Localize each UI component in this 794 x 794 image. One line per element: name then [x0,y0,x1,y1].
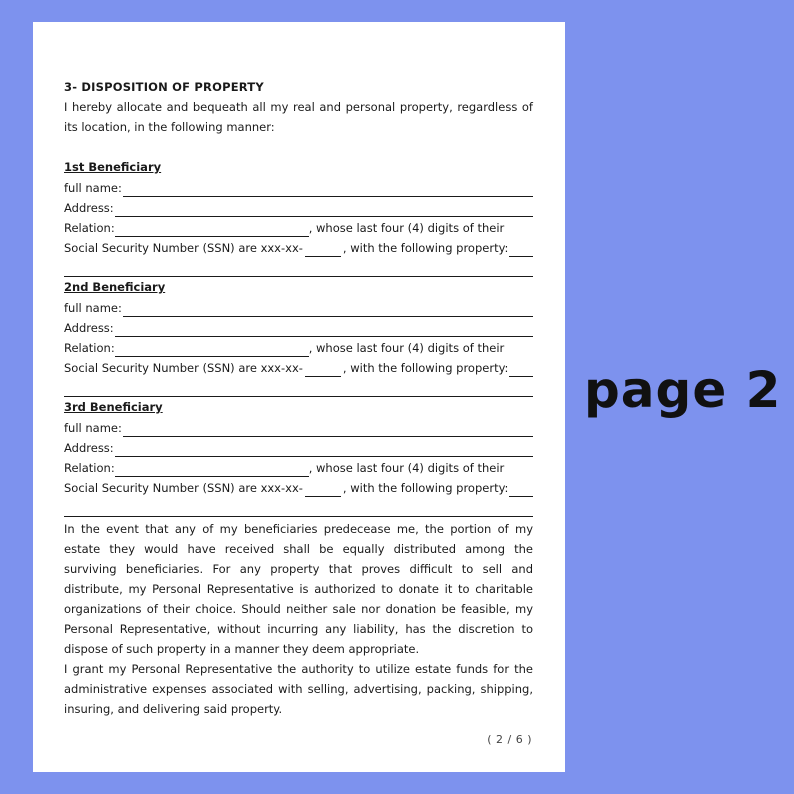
address-label: Address: [64,201,114,215]
beneficiary-1-address-field[interactable] [115,203,533,217]
section-intro: I hereby allocate and bequeath all my real and personal property, regardless of its location, in the following manner: [64,100,533,134]
relation-label: Relation: [64,341,115,355]
authority-paragraph: I grant my Personal Representative the authority to utilize estate funds for the administrative expenses associated with selling, advertising, packing, shipping, insuring, and delivering said property. [64,662,533,716]
beneficiary-3-name-field[interactable] [123,423,533,437]
address-label: Address: [64,321,114,335]
ssn-label: Social Security Number (SSN) are xxx-xx- [64,361,303,375]
page-number: ( 2 / 6 ) [487,733,532,746]
beneficiary-2-relation-field[interactable] [115,343,309,357]
ssn-suffix: , with the following property: [342,481,509,495]
beneficiary-3-property-field[interactable] [509,483,533,497]
section-title: 3- DISPOSITION OF PROPERTY [64,80,264,94]
beneficiary-3-relation-row [64,457,533,477]
predecease-paragraph: In the event that any of my beneficiaries predecease me, the portion of my estate they would have received shall be equally distributed among the surviving beneficiaries. For any property that proves difficult to sell and distribute, my Personal Representative is authorized to donate it to charitable organizations of their choice. Should neither sale nor donation be feasible, my Personal Representative, without incurring any liability, has the discretion to dispose of such property in a manner they deem appropriate. [64,522,533,656]
beneficiary-2-relation-row [64,337,533,357]
relation-suffix: , whose last four (4) digits of their [308,461,505,475]
full-name-label: full name: [64,181,122,195]
beneficiary-2-ssn-field[interactable] [305,363,341,377]
beneficiary-3-property-line[interactable] [64,497,533,517]
beneficiary-1-address-row [64,197,533,217]
beneficiary-3-relation-field[interactable] [115,463,309,477]
beneficiary-3-ssn-row [64,477,533,497]
beneficiary-1-property-field[interactable] [509,243,533,257]
page-label: page 2 [584,361,782,419]
relation-label: Relation: [64,221,115,235]
ssn-suffix: , with the following property: [342,241,509,255]
address-label: Address: [64,441,114,455]
ssn-suffix: , with the following property: [342,361,509,375]
full-name-label: full name: [64,421,122,435]
beneficiary-2-name-row [64,297,533,317]
beneficiary-3-address-row [64,437,533,457]
beneficiary-1-name-field[interactable] [123,183,533,197]
beneficiary-2-property-line[interactable] [64,377,533,397]
ssn-label: Social Security Number (SSN) are xxx-xx- [64,481,303,495]
beneficiary-1-ssn-field[interactable] [305,243,341,257]
document-page [33,22,565,772]
beneficiary-1-heading: 1st Beneficiary [64,160,162,174]
document-content [64,77,533,719]
beneficiary-3-ssn-field[interactable] [305,483,341,497]
beneficiary-1-ssn-row [64,237,533,257]
beneficiary-2-ssn-row [64,357,533,377]
relation-suffix: , whose last four (4) digits of their [308,221,505,235]
beneficiary-2-heading: 2nd Beneficiary [64,280,166,294]
ssn-label: Social Security Number (SSN) are xxx-xx- [64,241,303,255]
beneficiary-1-relation-field[interactable] [115,223,309,237]
full-name-label: full name: [64,301,122,315]
beneficiary-1-property-line[interactable] [64,257,533,277]
relation-suffix: , whose last four (4) digits of their [308,341,505,355]
beneficiary-2-property-field[interactable] [509,363,533,377]
beneficiary-3-heading: 3rd Beneficiary [64,400,163,414]
relation-label: Relation: [64,461,115,475]
beneficiary-3-address-field[interactable] [115,443,533,457]
beneficiary-1-name-row [64,177,533,197]
beneficiary-2-address-field[interactable] [115,323,533,337]
beneficiary-3-name-row [64,417,533,437]
beneficiary-2-address-row [64,317,533,337]
beneficiary-1-relation-row [64,217,533,237]
beneficiary-2-name-field[interactable] [123,303,533,317]
